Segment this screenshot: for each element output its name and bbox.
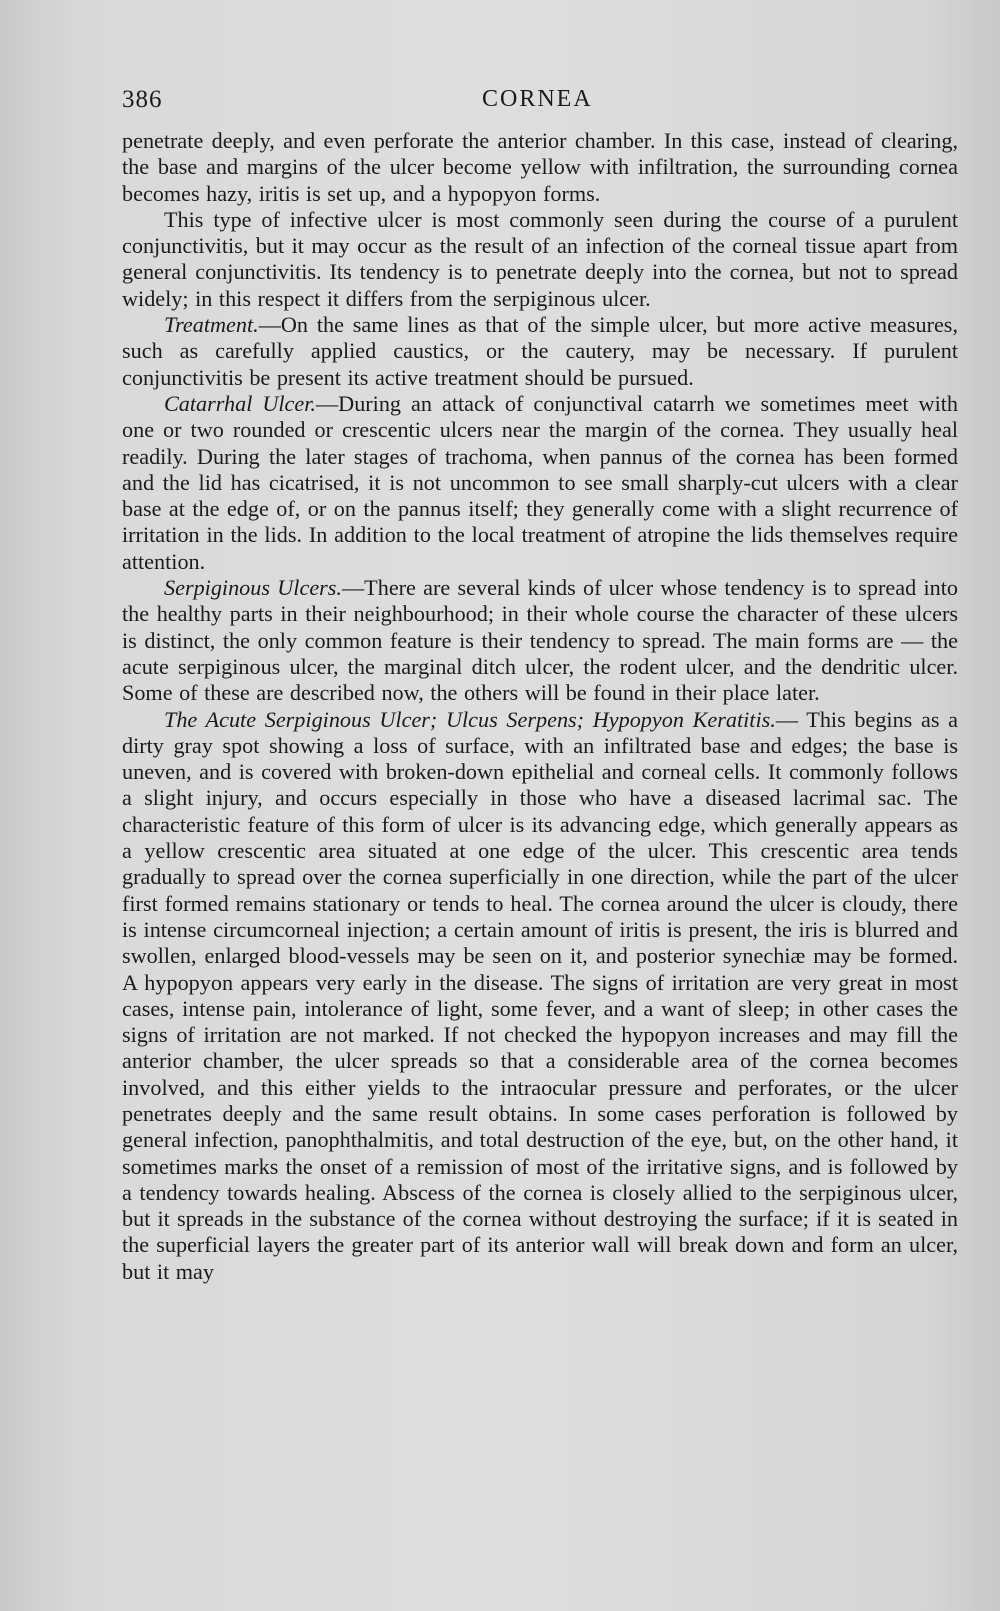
- paragraph-acute-serpiginous-ulcer: [122, 707, 958, 1286]
- paragraph-text: — This begins as a dirty gray spot showing a loss of surface, with an infiltrated base and edges; the base is uneven, and is covered with broken-down epithelial and corneal cells. It commonly follows a slight injury, and occurs especially in those who have a diseased lacrimal sac. The characteristic feature of this form of ulcer is its advancing edge, which generally appears as a yellow crescentic area situated at one edge of the ulcer. This crescentic area tends gradually to spread over the cornea superficially in one direction, while the part of the ulcer first formed remains stationary or tends to heal. The cornea around the ulcer is cloudy, there is intense circumcorneal injection; a certain amount of iritis is present, the iris is blurred and swollen, enlarged blood-vessels may be seen on it, and posterior synechiæ may be formed. A hypopyon appears very early in the disease. The signs of irritation are very great in most cases, intense pain, intolerance of light, some fever, and a want of sleep; in other cases the signs of irritation are not marked. If not checked the hypopyon increases and may fill the anterior chamber, the ulcer spreads so that a considerable area of the cornea becomes involved, and this either yields to the intraocular pressure and perforates, or the ulcer penetrates deeply and the same result obtains. In some cases perforation is followed by general infection, panophthalmitis, and total destruction of the eye, but, on the other hand, it sometimes marks the onset of a remission of most of the irritative signs, and is followed by a tendency towards healing. Abscess of the cornea is closely allied to the serpiginous ulcer, but it spreads in the substance of the cornea without destroying the surface; if it is seated in the superficial layers the greater part of its anterior wall will break down and form an ulcer, but it may: [122, 706, 958, 1284]
- paragraph-infective-ulcer: [122, 207, 958, 312]
- paragraph-text: penetrate deeply, and even perforate the anterior chamber. In this case, instead of clearing, the base and margins of the ulcer become yellow with infiltration, the surrounding cornea becomes hazy, iritis is set up, and a hypopyon forms.: [122, 128, 958, 206]
- run-in-heading: Serpiginous Ulcers.: [164, 575, 342, 601]
- page-number: 386: [122, 86, 163, 113]
- run-in-heading: Catarrhal Ulcer.: [164, 390, 316, 416]
- paragraph-treatment: [122, 312, 958, 391]
- running-head: [122, 84, 958, 128]
- paragraph-catarrhal-ulcer: [122, 391, 958, 575]
- paragraph-text: This type of infective ulcer is most commonly seen during the course of a purulent conjunctivitis, but it may occur as the result of an infection of the corneal tissue apart from general conjunctivitis. Its tendency is to penetrate deeply into the cornea, but not to spread widely; in this respect it differs from the serpiginous ulcer.: [122, 206, 958, 311]
- run-in-heading: The Acute Serpiginous Ulcer; Ulcus Serpens; Hypopyon Keratitis.: [164, 706, 776, 732]
- paragraph-text: —During an attack of conjunctival catarrh we sometimes meet with one or two rounded or crescentic ulcers near the margin of the cornea. They usually heal readily. During the later stages of trachoma, when pannus of the cornea has been formed and the lid has cicatrised, it is not uncommon to see small sharply-cut ulcers with a clear base at the edge of, or on the pannus itself; they generally come with a slight recurrence of irritation in the lids. In addition to the local treatment of atropine the lids themselves require attention.: [122, 390, 958, 574]
- paragraph-text: —There are several kinds of ulcer whose tendency is to spread into the healthy parts in their neighbourhood; in their whole course the character of these ulcers is distinct, the only common feature is their tendency to spread. The main forms are — the acute serpiginous ulcer, the marginal ditch ulcer, the rodent ulcer, and the dendritic ulcer. Some of these are described now, the others will be found in their place later.: [122, 575, 958, 706]
- paragraph-text: —On the same lines as that of the simple ulcer, but more active measures, such as carefully applied caustics, or the cautery, may be necessary. If purulent conjunctivitis be present its active treatment should be pursued.: [122, 312, 958, 390]
- paragraph-serpiginous-ulcers: [122, 575, 958, 706]
- body-text: [122, 128, 958, 1285]
- running-title: CORNEA: [482, 86, 593, 112]
- paragraph-continuation: [122, 128, 958, 207]
- run-in-heading: Treatment.: [164, 312, 259, 338]
